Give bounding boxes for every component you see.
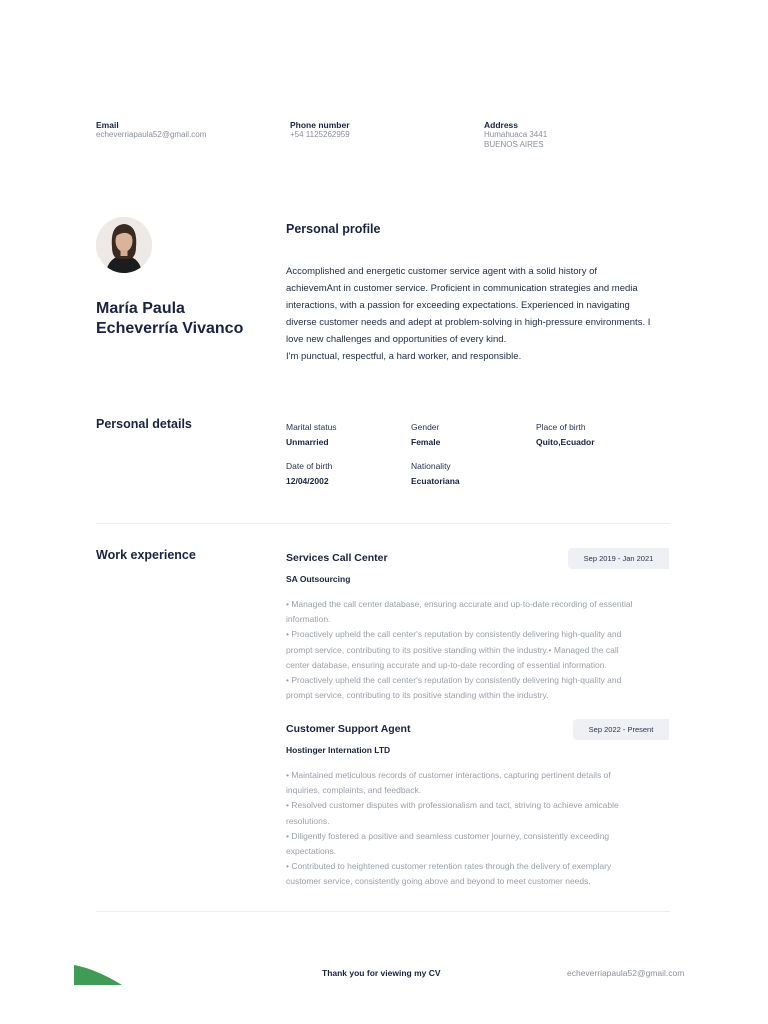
description-line: inquiries, complaints, and feedback. (286, 785, 422, 796)
description-line: • Maintained meticulous records of customer interactions, capturing pertinent details of (286, 770, 611, 780)
full-name (96, 299, 276, 339)
green-corner-shape (74, 965, 124, 985)
description-line: • Proactively upheld the call center's reputation by consistently delivering high-quality and (286, 629, 622, 640)
profile-line: achievemAnt in customer service. Proficient in communication strategies and media (286, 283, 638, 294)
phone-value[interactable]: +54 1125262959 (290, 130, 350, 139)
company-name: Hostinger Internation LTD (286, 745, 391, 755)
address-line-2: BUENOS AIRES (484, 140, 544, 149)
address-line-1: Humahuaca 3441 (484, 130, 548, 139)
avatar (96, 217, 152, 273)
footer-thanks: Thank you for viewing my CV (322, 968, 441, 978)
company-name: SA Outsourcing (286, 574, 351, 584)
description-line: prompt service, contributing to its positive standing within the industry.• Managed the call (286, 644, 619, 655)
profile-line: I'm punctual, respectful, a hard worker, and responsible. (286, 351, 522, 362)
detail-value: Female (411, 437, 441, 447)
detail-value: Quito,Ecuador (536, 437, 595, 447)
date-badge: Sep 2022 - Present (573, 719, 669, 740)
profile-line: love new challenges and opportunities of every kind. (286, 334, 507, 345)
section-divider (96, 523, 670, 524)
date-badge: Sep 2019 - Jan 2021 (568, 548, 669, 569)
address-contact (484, 120, 547, 150)
job-title: Customer Support Agent (286, 723, 411, 735)
description-line: resolutions. (286, 815, 330, 826)
address-label: Address (484, 120, 519, 130)
profile-text (286, 263, 676, 365)
description-line: prompt service, contributing to its positive standing within the industry. (286, 690, 549, 701)
name-line-2: Echeverría Vivanco (96, 320, 244, 337)
detail-marital-status (286, 422, 337, 447)
detail-label: Marital status (286, 422, 337, 432)
email-label: Email (96, 120, 119, 130)
description-line: • Proactively upheld the call center's reputation by consistently delivering high-quality and (286, 675, 622, 686)
work-experience-title: Work experience (96, 548, 196, 562)
detail-place-of-birth (536, 422, 595, 447)
description-line: expectations. (286, 846, 337, 857)
profile-line: interactions, with a passion for exceeding expectations. Experienced in navigating (286, 300, 630, 311)
detail-value: Unmarried (286, 437, 329, 447)
detail-gender (411, 422, 440, 447)
job-title: Services Call Center (286, 552, 388, 564)
section-divider (96, 911, 670, 912)
phone-contact (290, 120, 350, 140)
description-line: • Diligently fostered a positive and seamless customer journey, consistently exceeding (286, 830, 610, 841)
description-line: • Contributed to heightened customer retention rates through the delivery of exemplary (286, 861, 612, 872)
name-line-1: María Paula (96, 300, 185, 317)
detail-value: 12/04/2002 (286, 476, 329, 486)
description-line: • Resolved customer disputes with professionalism and tact, striving to achieve amicable (286, 800, 619, 811)
email-value[interactable]: echeverriapaula52@gmail.com (96, 130, 207, 139)
description-line: customer service, consistently going above and beyond to meet customer needs. (286, 876, 591, 887)
detail-label: Place of birth (536, 422, 586, 432)
job-description (286, 597, 676, 703)
profile-title: Personal profile (286, 222, 381, 236)
footer-email[interactable]: echeverriapaula52@gmail.com (567, 968, 685, 978)
phone-label: Phone number (290, 120, 350, 130)
detail-label: Nationality (411, 461, 451, 471)
detail-value: Ecuatoriana (411, 476, 460, 486)
job-description (286, 768, 676, 890)
detail-label: Date of birth (286, 461, 333, 471)
profile-line: diverse customer needs and adept at problem-solving in high-pressure environments. I (286, 317, 651, 328)
description-line: • Managed the call center database, ensuring accurate and up-to-date recording of essential (286, 599, 633, 609)
detail-nationality (411, 461, 460, 486)
detail-label: Gender (411, 422, 440, 432)
description-line: information. (286, 614, 331, 625)
detail-date-of-birth (286, 461, 332, 486)
email-contact (96, 120, 206, 140)
profile-line: Accomplished and energetic customer service agent with a solid history of (286, 266, 598, 277)
profile-photo (96, 217, 152, 273)
description-line: center database, ensuring accurate and up-to-date recording of essential information. (286, 659, 607, 670)
personal-details-title: Personal details (96, 417, 192, 431)
